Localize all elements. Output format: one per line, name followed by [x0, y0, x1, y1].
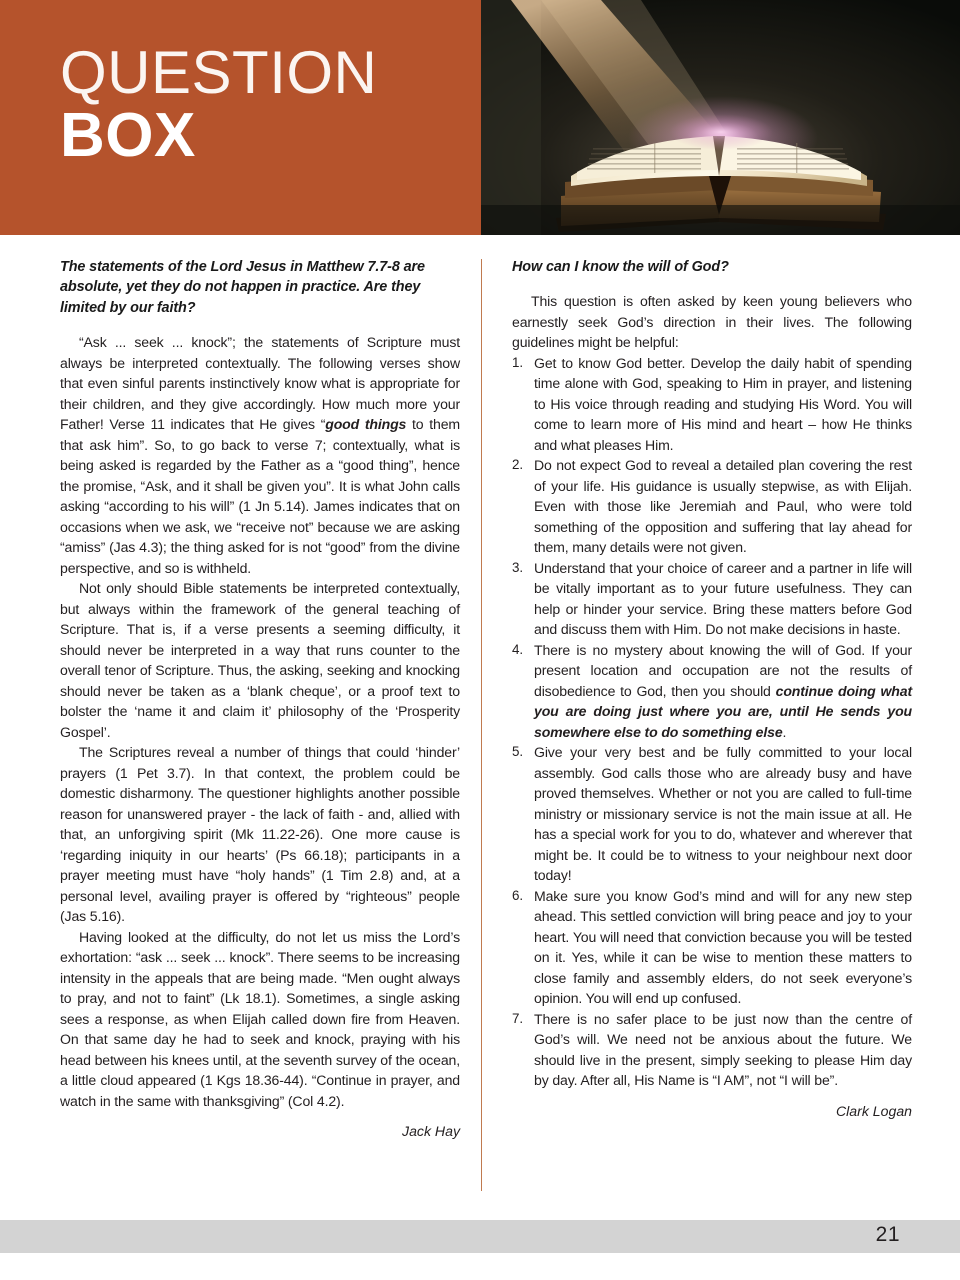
body-paragraph: “Ask ... seek ... knock”; the statements of Scripture must always be interpreted contextually. The following verses show that even sinful parents instinctively know what is appropriate for their children, and they give accordingly. How much more your Father! Verse 11 indicates that He gives “good things to them that ask him”. So, to go back to verse 7; contextually, what is being asked is regarded by the Father as a “good thing”, hence the promise, “Ask, and it shall be given you”. It is what John calls asking “according to his will” (1 Jn 5.14). James indicates that on occasions when we ask, we “receive not” because we are asking “amiss” (Jas 4.3); the thing asked for is not “good” from the divine perspective, and so is withheld. — [60, 334, 460, 576]
body-paragraph: The Scriptures reveal a number of things that could ‘hinder’ prayers (1 Pet 3.7). In that context, the problem could be domestic disharmony. The questioner highlights another possible reason for unanswered prayer - the lack of faith - and, allied with that, an unforgiving spirit (Mk 11.22-26). One more cause is ‘regarding iniquity in our hearts’ (Ps 66.18); participants in a prayer meeting must have “holy hands” (1 Tim 2.8) and, at a personal level, availing prayer is offered by “righteous” people (Jas 5.16). — [60, 744, 460, 925]
page-title-line-1: QUESTION — [60, 39, 378, 106]
article-content — [0, 235, 960, 1220]
right-byline: Clark Logan — [836, 1102, 912, 1119]
left-answer-body — [60, 332, 460, 1111]
left-question-heading: The statements of the Lord Jesus in Matthew 7.7-8 are absolute, yet they do not happen in practice. Are they limited by our faith? — [60, 259, 425, 316]
page-title — [60, 39, 378, 170]
footer-bar — [0, 1220, 960, 1253]
masthead — [0, 0, 960, 235]
right-question-heading: How can I know the will of God? — [512, 259, 729, 275]
emphasised-text: continue doing what you are doing just where you are, until He sends you somewhere else to do something else — [534, 682, 912, 740]
open-bible-photo — [481, 0, 960, 235]
guideline-item: Do not expect God to reveal a detailed plan covering the rest of your life. His guidance is usually stepwise, as with Elijah. Even with those like Jeremiah and Paul, who were told something of the opposition and suffering that lay ahead for them, many details were not given. — [534, 457, 912, 556]
left-byline: Jack Hay — [402, 1123, 460, 1140]
guidelines-list — [512, 353, 912, 1091]
emphasised-text: good things — [325, 416, 407, 433]
guideline-item: Make sure you know God’s mind and will for any new step ahead. This settled conviction will bring peace and joy to your heart. You will need that conviction because you will be tested on it. Yes, while it can be wise to mention these matters to close family and assembly elders, do not seek everyone’s opinion. You will end up confused. — [534, 887, 912, 1007]
page-number: 21 — [875, 1223, 900, 1246]
page-title-line-2: BOX — [60, 101, 196, 170]
open-bible-illustration — [481, 0, 960, 235]
body-paragraph: Not only should Bible statements be interpreted contextually, but always within the framework of the general teaching of Scripture. That is, if a verse presents a seeming difficulty, it should never be interpreted in a way that runs counter to the overall tenor of Scripture. Thus, the asking, seeking and knocking should never be taken as a ‘blank cheque’, or a proof text to bolster the ‘name it and claim it’ philosophy of the ‘Prosperity Gospel’. — [60, 580, 460, 740]
guideline-item: Get to know God better. Develop the daily habit of spending time alone with God, speaking to Him in prayer, and listening to His voice through reading and studying His Word. You will come to learn more of His mind and heart – how He thinks and what pleases Him. — [534, 354, 912, 453]
body-paragraph: Having looked at the difficulty, do not let us miss the Lord’s exhortation: “ask ... seek ... knock”. There seems to be increasing intensity in the appeals that are being made. “Men ought always to pray, and not to faint” (Lk 18.1). Sometimes, a single asking sees a response, as when Elijah called down fire from Heaven. On that same day he had to seek and knock, praying with his head between his knees until, at the seventh survey of the ocean, a little cloud appeared (1 Kgs 18.36-44). “Continue in prayer, and watch in the same with thanksgiving” (Col 4.2). — [60, 928, 460, 1109]
guideline-item: There is no mystery about knowing the will of God. If your present location and occupation are not the results of disobedience to God, then you should continue doing what you are doing just where you are, until He sends you somewhere else to do something else. — [534, 641, 912, 740]
guideline-item: Understand that your choice of career and a partner in life will be vitally important as to your future usefulness. They can help or hinder your service. Bring these matters before God and discuss them with Him. Do not make decisions in haste. — [534, 559, 912, 638]
guideline-item: There is no safer place to be just now than the centre of God’s will. We need not be anxious about the future. We should live in the present, simply seeking to please Him day by day. After all, His Name is “I AM”, not “I will be”. — [534, 1010, 912, 1089]
guideline-item: Give your very best and be fully committed to your local assembly. God calls those who are already busy and have proved themselves. Whether or not you are called to full-time ministry or missionary service is not the main issue at all. He has a special work for you to do, whatever and wherever that might be. It could be to witness to your neighbour next door today! — [534, 744, 912, 884]
column-divider — [481, 259, 482, 1191]
right-intro-paragraph: This question is often asked by keen young believers who earnestly seek God’s direction in their lives. The following guidelines might be helpful: — [512, 293, 912, 351]
left-column — [60, 257, 460, 1139]
right-column — [512, 257, 912, 1119]
